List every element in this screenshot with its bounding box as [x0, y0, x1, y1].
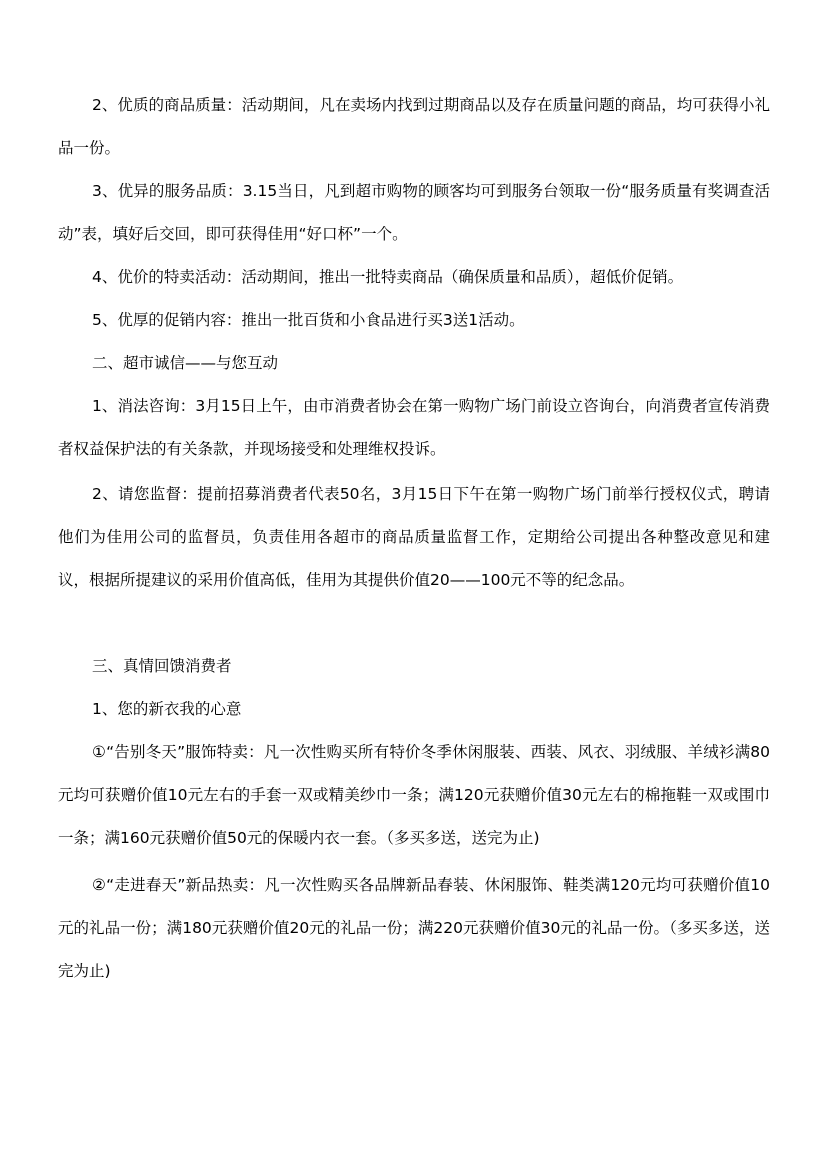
paragraph-supervision: 2、请您监督：提前招募消费者代表50名，3月15日下午在第一购物广场门前举行授权仪式，聘请他们为佳用公司的监督员，负责佳用各超市的商品质量监督工作，定期给公司提出各种整改意见和建议，根据所提建议的采用价值高低，佳用为其提供价值20——100元不等的纪念品。 [58, 485, 770, 589]
paragraph-promotion: 5、优厚的促销内容：推出一批百货和小食品进行买3送1活动。 [92, 311, 525, 329]
section-heading-integrity: 二、超市诚信——与您互动 [92, 354, 279, 372]
subheading-new-clothes: 1、您的新衣我的心意 [92, 700, 242, 718]
paragraph-spring-sale: ②“走进春天”新品热卖：凡一次性购买各品牌新品春装、休闲服饰、鞋类满120元均可获赠价值10元的礼品一份；满180元获赠价值20元的礼品一份；满220元获赠价值30元的礼品一份。（多买多送，送完为止) [58, 876, 770, 980]
section-heading-feedback: 三、真情回馈消费者 [92, 657, 232, 675]
paragraph-winter-sale: ①“告别冬天”服饰特卖：凡一次性购买所有特价冬季休闲服装、西装、风衣、羽绒服、羊绒衫满80元均可获赠价值10元左右的手套一双或精美纱巾一条；满120元获赠价值30元左右的棉拖鞋一双或围巾一条；满160元获赠价值50元的保暖内衣一套。（多买多送，送完为止) [58, 743, 770, 847]
paragraph-consultation: 1、消法咨询：3月15日上午，由市消费者协会在第一购物广场门前设立咨询台，向消费者宣传消费者权益保护法的有关条款，并现场接受和处理维权投诉。 [58, 397, 770, 458]
paragraph-special-sale: 4、优价的特卖活动：活动期间，推出一批特卖商品（确保质量和品质），超低价促销。 [92, 268, 684, 286]
paragraph-service: 3、优异的服务品质：3.15当日，凡到超市购物的顾客均可到服务台领取一份“服务质量有奖调查活动”表，填好后交回，即可获得佳用“好口杯”一个。 [58, 182, 770, 243]
paragraph-quality: 2、优质的商品质量：活动期间，凡在卖场内找到过期商品以及存在质量问题的商品，均可获得小礼品一份。 [58, 96, 770, 157]
